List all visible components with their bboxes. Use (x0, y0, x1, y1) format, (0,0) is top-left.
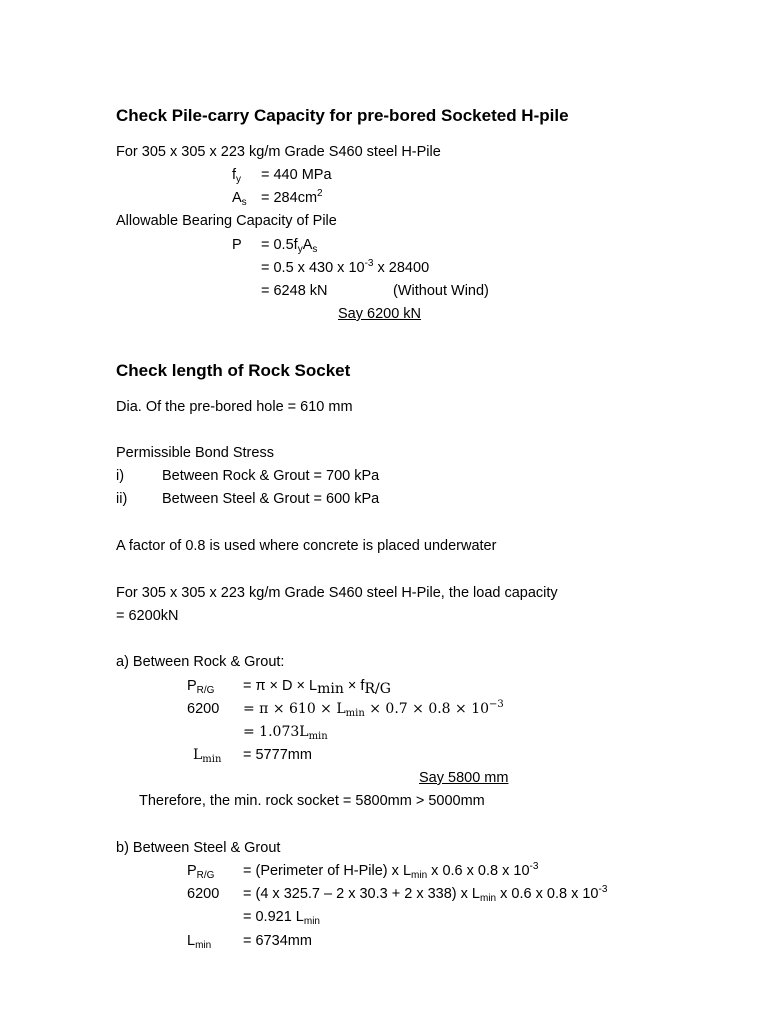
case-a-title: a) Between Rock & Grout: (116, 654, 285, 670)
p-label: P (232, 237, 242, 253)
case-b-p-label: $P_{R/G}$ (187, 863, 215, 881)
case-b-lmin-label: $L_{min}$ (187, 933, 212, 951)
case-b-title: b) Between Steel & Grout (116, 840, 281, 856)
case-a-lmin-label: $L_{min}$ (193, 747, 222, 765)
case-a-substitution: = $\pi \times 610 \times L_{min} \times 0.7 \times 0.8 \times 10^{-3}$ (243, 699, 504, 719)
p-say-value: Say 6200 kN (338, 306, 422, 322)
underwater-factor-note: A factor of 0.8 is used where concrete is placed underwater (116, 538, 497, 554)
bond-item-number: ii) (116, 491, 128, 507)
case-b-load-label: 6200 (187, 886, 220, 902)
fy-label: $f_y$ (232, 167, 242, 185)
load-capacity-value: = 6200kN (116, 608, 179, 624)
case-b-formula: = (Perimeter of H-Pile) x $L_{min}$ x 0.6 x 0.8 x $10^{-3}$ (243, 861, 539, 881)
case-a-say-value: Say 5800 mm (419, 770, 509, 786)
p-calculation: = 0.5 x 430 x $10^{-3}$ x 28400 (261, 258, 430, 276)
case-b-simplified: = 0.921 $L_{min}$ (243, 909, 320, 927)
case-a-conclusion: Therefore, the min. rock socket = 5800mm > 5000mm (139, 793, 485, 809)
p-note: (Without Wind) (393, 283, 489, 299)
bearing-capacity-label: Allowable Bearing Capacity of Pile (116, 213, 337, 229)
case-b-lmin-value: = 6734mm (243, 933, 312, 949)
case-a-simplified: = $1.073L_{min}$ (243, 724, 328, 742)
case-a-p-label: $P_{R/G}$ (187, 678, 215, 696)
section-heading-rock-socket: Check length of Rock Socket (116, 361, 351, 380)
bond-item-text: Between Steel & Grout = 600 kPa (162, 491, 380, 507)
as-label: $A_s$ (232, 190, 247, 208)
bond-stress-title: Permissible Bond Stress (116, 445, 274, 461)
fy-value: = 440 MPa (261, 167, 332, 183)
section-heading-pile-capacity: Check Pile-carry Capacity for pre-bored Socketed H-pile (116, 106, 569, 125)
case-a-load-label: 6200 (187, 701, 220, 717)
p-formula: = $0.5f_yA_s$ (261, 237, 318, 255)
hole-diameter: Dia. Of the pre-bored hole = 610 mm (116, 399, 353, 415)
bond-item-number: i) (116, 468, 125, 484)
load-capacity-line: For 305 x 305 x 223 kg/m Grade S460 steel H-Pile, the load capacity (116, 585, 558, 601)
bond-item-text: Between Rock & Grout = 700 kPa (162, 468, 380, 484)
pile-spec-line: For 305 x 305 x 223 kg/m Grade S460 steel H-Pile (116, 144, 441, 160)
as-value: = $284cm^2$ (261, 188, 323, 206)
p-result: = 6248 kN (261, 283, 328, 299)
case-b-substitution: = (4 x 325.7 – 2 x 30.3 + 2 x 338) x $L_{min}$ x 0.6 x 0.8 x $10^{-3}$ (243, 884, 608, 904)
case-a-lmin-value: = 5777mm (243, 747, 312, 763)
case-a-formula: = $\pi \times D \times L_{min} \times f_{R/G}$ (243, 678, 391, 697)
